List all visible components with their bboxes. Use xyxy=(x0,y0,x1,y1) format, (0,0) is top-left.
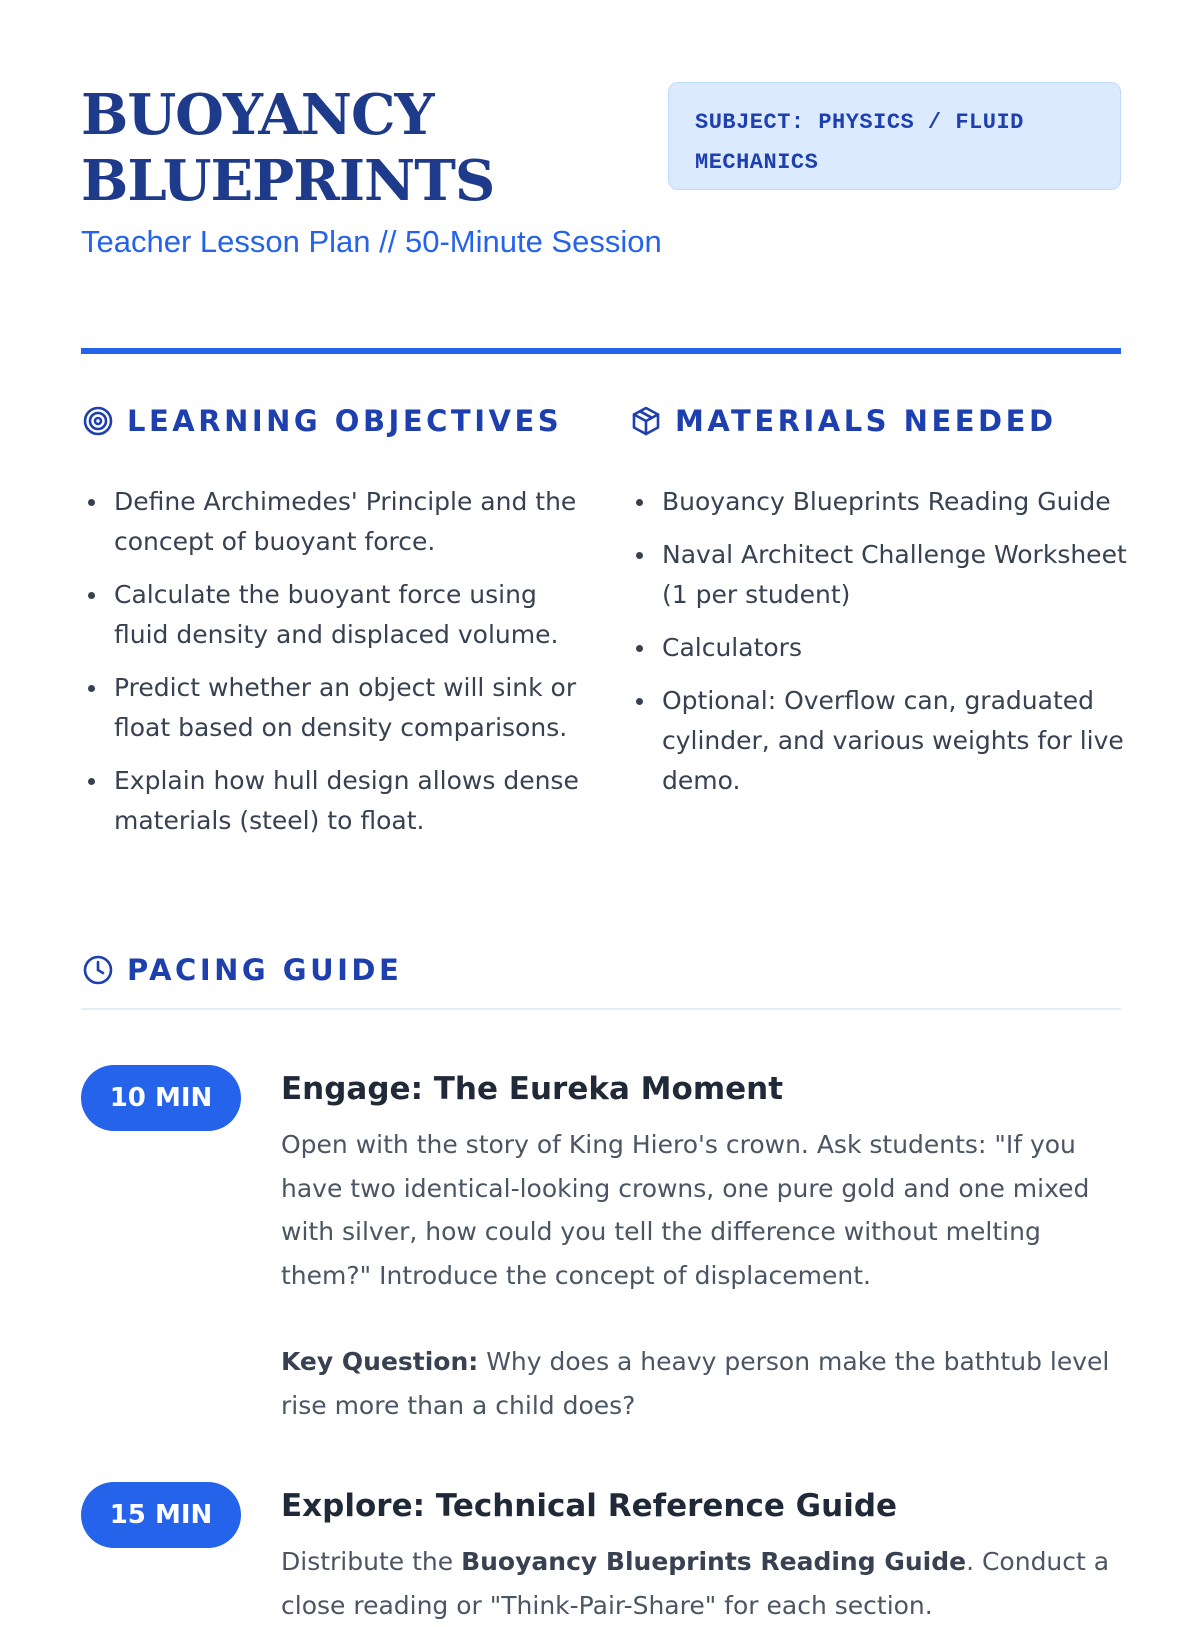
pacing-step-body xyxy=(281,1482,1121,1627)
key-question xyxy=(281,1340,1121,1427)
pacing-heading-label: PACING GUIDE xyxy=(127,953,403,987)
subject-label: SUBJECT: PHYSICS / FLUID MECHANICS xyxy=(695,110,1024,175)
objectives-list xyxy=(81,482,581,854)
pacing-step-body xyxy=(281,1065,1121,1427)
target-icon xyxy=(81,404,115,438)
pacing-step-title: Engage: The Eureka Moment xyxy=(281,1071,784,1107)
pacing-heading xyxy=(81,953,402,987)
pacing-step-text: Open with the story of King Hiero's crown. Ask students: "If you have two identical-looking crowns, one pure gold and one mixed with silver, how could you tell the difference without melting them?" Introduce the concept of displacement. xyxy=(281,1130,1090,1290)
objective-item: Define Archimedes' Principle and the concept of buoyant force. xyxy=(81,482,581,562)
box-icon xyxy=(629,404,663,438)
clock-icon xyxy=(81,953,115,987)
duration-badge: 15 MIN xyxy=(81,1482,241,1548)
material-item: Naval Architect Challenge Worksheet (1 per student) xyxy=(629,535,1129,615)
materials-heading xyxy=(629,404,1057,438)
materials-list xyxy=(629,482,1129,814)
material-item: Buoyancy Blueprints Reading Guide xyxy=(629,482,1129,522)
lesson-header xyxy=(81,82,1121,354)
objective-item: Predict whether an object will sink or float based on density comparisons. xyxy=(81,668,581,748)
pacing-step-text-prefix: Distribute the xyxy=(281,1547,462,1576)
objectives-heading xyxy=(81,404,562,438)
materials-heading-label: MATERIALS NEEDED xyxy=(675,404,1057,438)
pacing-step-text xyxy=(281,1540,1121,1627)
page-subtitle: Teacher Lesson Plan // 50-Minute Session xyxy=(81,224,662,259)
pacing-step-text-suffix: . Conduct a close reading or "Think-Pair-Share" for each section. xyxy=(281,1547,1110,1620)
objective-item: Explain how hull design allows dense materials (steel) to float. xyxy=(81,761,581,841)
header-divider xyxy=(81,348,1121,354)
pacing-divider xyxy=(81,1008,1121,1010)
material-item: Calculators xyxy=(629,628,1129,668)
page-title: BUOYANCY BLUEPRINTS xyxy=(81,82,495,214)
material-item: Optional: Overflow can, graduated cylinder, and various weights for live demo. xyxy=(629,681,1129,801)
objectives-heading-label: LEARNING OBJECTIVES xyxy=(127,404,563,438)
pacing-step-title: Explore: Technical Reference Guide xyxy=(281,1488,898,1524)
subject-badge xyxy=(668,82,1121,190)
key-question-text: Why does a heavy person make the bathtub level rise more than a child does? xyxy=(281,1347,1110,1420)
duration-badge: 10 MIN xyxy=(81,1065,241,1131)
key-question-label: Key Question: xyxy=(281,1347,479,1376)
reading-guide-name: Buoyancy Blueprints Reading Guide xyxy=(461,1547,967,1576)
objective-item: Calculate the buoyant force using fluid density and displaced volume. xyxy=(81,575,581,655)
